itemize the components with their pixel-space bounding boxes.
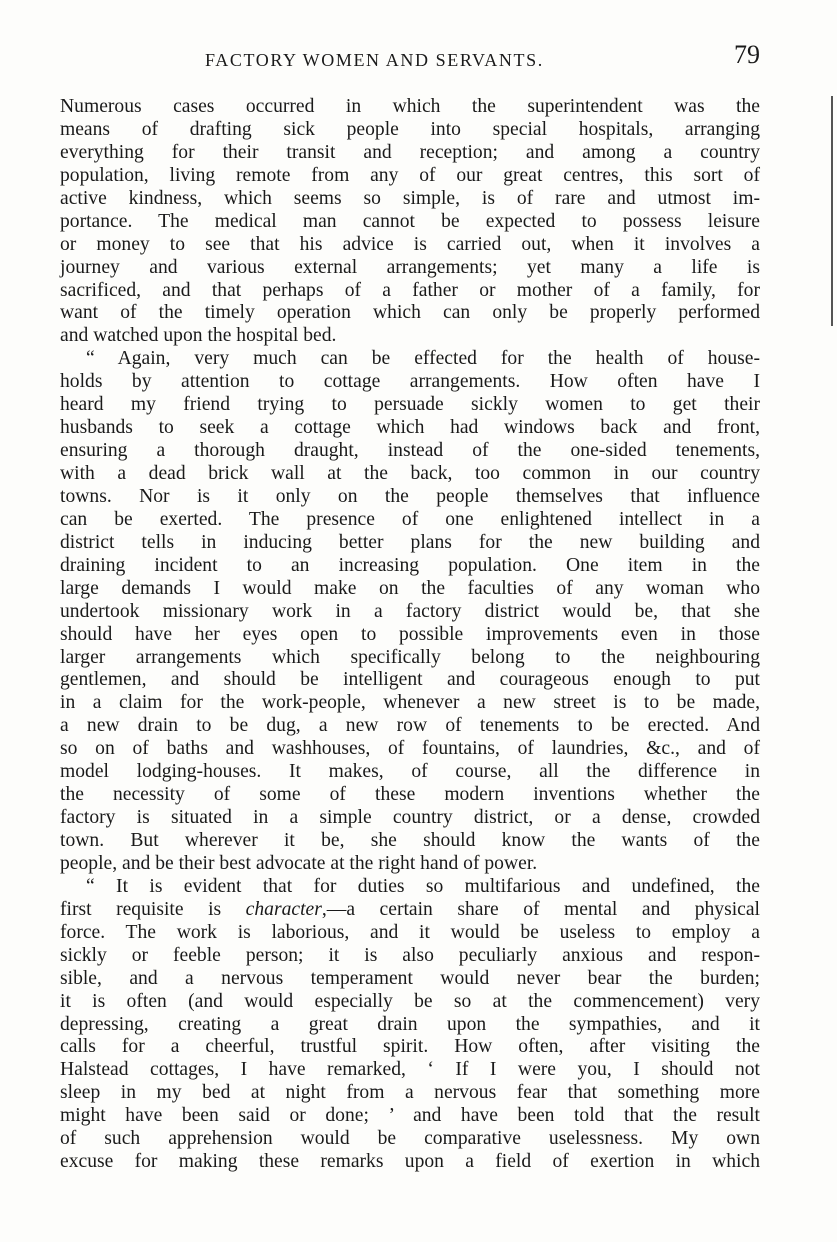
text-line: everything for their transit and reception; and among a country	[60, 141, 760, 163]
text-line: means of drafting sick people into special hospitals, arranging	[60, 118, 760, 140]
text-line: portance. The medical man cannot be expected to possess leisure	[60, 210, 760, 232]
text-line: factory is situated in a simple country district, or a dense, crowded	[60, 807, 760, 829]
page-edge-shadow	[831, 96, 833, 326]
text-line: town. But wherever it be, she should know the wants of the	[60, 830, 760, 851]
text-line: or money to see that his advice is carried out, when it involves a	[60, 233, 760, 255]
text-line: heard my friend trying to persuade sickly women to get their	[60, 394, 760, 416]
text-line: journey and various external arrangements; yet many a life is	[60, 256, 760, 278]
text-line: sickly or feeble person; it is also peculiarly anxious and respon-	[60, 944, 760, 966]
text-line: Halstead cottages, I have remarked, ‘ If I were you, I should not	[60, 1059, 760, 1081]
text-line: population, living remote from any of our great centres, this sort of	[60, 164, 760, 186]
text-line: larger arrangements which specifically belong to the neighbouring	[60, 646, 760, 668]
text-line: the necessity of some of these modern inventions whether the	[60, 784, 760, 806]
body-text	[60, 96, 760, 1174]
text-line: in a claim for the work-people, whenever a new street is to be made,	[60, 692, 760, 714]
text-line: can be exerted. The presence of one enlightened intellect in a	[60, 508, 760, 530]
text-line: want of the timely operation which can only be properly performed	[60, 302, 760, 324]
text-line: with a dead brick wall at the back, too common in our country	[60, 463, 760, 484]
text-line: sacrificed, and that perhaps of a father or mother of a family, for	[60, 279, 760, 301]
text-line: should have her eyes open to possible improvements even in those	[60, 623, 760, 645]
text-line: husbands to seek a cottage which had windows back and front,	[60, 417, 760, 439]
text-line: a new drain to be dug, a new row of tenements to be erected. And	[60, 715, 760, 737]
emphasized-word: character	[245, 898, 322, 920]
page-header	[60, 40, 760, 76]
text-line: draining incident to an increasing population. One item in the	[60, 554, 760, 576]
text-line: and watched upon the hospital bed.	[60, 325, 337, 347]
paragraph-start-line: “ It is evident that for duties so multifarious and undefined, the	[86, 875, 760, 897]
text-line: active kindness, which seems so simple, is of rare and utmost im-	[60, 187, 760, 209]
text-line: calls for a cheerful, trustful spirit. How often, after visiting the	[60, 1036, 760, 1058]
text-line: towns. Nor is it only on the people themselves that influence	[60, 485, 760, 507]
text-line: undertook missionary work in a factory district would be, that she	[60, 600, 760, 622]
text-line: first requisite is character,—a certain share of mental and physical	[60, 898, 760, 920]
text-line: sleep in my bed at night from a nervous fear that something more	[60, 1082, 760, 1104]
text-line: it is often (and would especially be so at the commencement) very	[60, 990, 760, 1012]
text-line: depressing, creating a great drain upon the sympathies, and it	[60, 1013, 760, 1035]
text-line: large demands I would make on the faculties of any woman who	[60, 577, 760, 599]
page-number: 79	[734, 40, 760, 69]
text-line: Numerous cases occurred in which the superintendent was the	[60, 96, 760, 117]
text-line: model lodging-houses. It makes, of course, all the difference in	[60, 761, 760, 783]
text-line: excuse for making these remarks upon a field of exertion in which	[60, 1151, 760, 1173]
text-line: ensuring a thorough draught, instead of the one-sided tenements,	[60, 440, 760, 462]
running-title: FACTORY WOMEN AND SERVANTS.	[205, 50, 544, 70]
paragraph-start-line: “ Again, very much can be effected for the health of house-	[86, 348, 760, 370]
text-line: sible, and a nervous temperament would never bear the burden;	[60, 967, 760, 989]
text-line: district tells in inducing better plans for the new building and	[60, 531, 760, 553]
text-line: gentlemen, and should be intelligent and courageous enough to put	[60, 669, 760, 691]
text-line: of such apprehension would be comparative uselessness. My own	[60, 1128, 760, 1150]
text-line: force. The work is laborious, and it would be useless to employ a	[60, 921, 760, 943]
text-line: might have been said or done; ’ and have been told that the result	[60, 1105, 760, 1127]
text-line: so on of baths and washhouses, of fountains, of laundries, &c., and of	[60, 738, 760, 760]
text-line: people, and be their best advocate at the right hand of power.	[60, 852, 538, 874]
text-line: holds by attention to cottage arrangements. How often have I	[60, 371, 760, 393]
